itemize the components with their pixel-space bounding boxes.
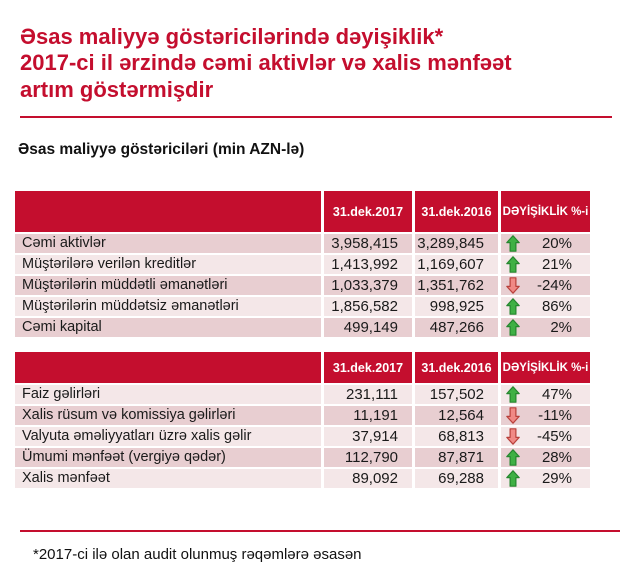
footnote-divider-line [20, 530, 620, 532]
change-percent: 47% [541, 385, 572, 403]
row-label: Cəmi aktivlər [15, 234, 321, 254]
value-2016: 1,351,762 [415, 276, 498, 296]
header-change-percent: DƏYİŞİKLİK %-i [501, 352, 590, 383]
change-percent: 29% [541, 469, 572, 487]
page-title [20, 24, 612, 103]
table-row [15, 469, 590, 489]
change-cell [501, 448, 590, 468]
table-header-row [15, 352, 590, 383]
row-label: Cəmi kapital [15, 318, 321, 338]
change-percent: 28% [541, 448, 572, 466]
change-cell [501, 406, 590, 426]
row-label: Faiz gəlirləri [15, 385, 321, 405]
value-2017: 37,914 [324, 427, 412, 447]
row-label: Valyuta əməliyyatları üzrə xalis gəlir [15, 427, 321, 447]
financial-table-income [15, 352, 590, 488]
header-empty-cell [15, 191, 321, 232]
change-cell [501, 318, 590, 338]
table-row [15, 255, 590, 275]
value-2017: 499,149 [324, 318, 412, 338]
value-2016: 157,502 [415, 385, 498, 405]
table-row [15, 297, 590, 317]
arrow-up-icon [506, 319, 520, 336]
change-cell [501, 469, 590, 489]
value-2016: 69,288 [415, 469, 498, 489]
header-date-2016: 31.dek.2016 [415, 191, 498, 232]
header-date-2017: 31.dek.2017 [324, 352, 412, 383]
arrow-up-icon [506, 298, 520, 315]
value-2017: 1,413,992 [324, 255, 412, 275]
value-2017: 112,790 [324, 448, 412, 468]
row-label: Ümumi mənfəət (vergiyə qədər) [15, 448, 321, 468]
change-cell [501, 255, 590, 275]
table-row [15, 448, 590, 468]
row-label: Müştərilərin müddətsiz əmanətləri [15, 297, 321, 317]
table-caption: Əsas maliyyə göstəriciləri (min AZN-lə) [18, 141, 305, 158]
table-row [15, 234, 590, 254]
change-cell [501, 276, 590, 296]
arrow-up-icon [506, 235, 520, 252]
value-2017: 89,092 [324, 469, 412, 489]
value-2017: 231,111 [324, 385, 412, 405]
row-label: Xalis rüsum və komissiya gəlirləri [15, 406, 321, 426]
table-row [15, 385, 590, 405]
change-cell [501, 427, 590, 447]
footnote-text: *2017-ci ilə olan audit olunmuş rəqəmlərə əsasən [33, 546, 362, 563]
arrow-up-icon [506, 386, 520, 403]
value-2017: 11,191 [324, 406, 412, 426]
change-percent: 21% [541, 255, 572, 273]
value-2016: 87,871 [415, 448, 498, 468]
change-percent: 20% [541, 234, 572, 252]
value-2017: 3,958,415 [324, 234, 412, 254]
value-2016: 12,564 [415, 406, 498, 426]
title-line-2: 2017-ci il ərzində cəmi aktivlər və xalis mənfəət [20, 50, 512, 76]
value-2017: 1,033,379 [324, 276, 412, 296]
title-divider-line [20, 116, 612, 118]
value-2017: 1,856,582 [324, 297, 412, 317]
value-2016: 1,169,607 [415, 255, 498, 275]
table-row [15, 276, 590, 296]
table-row [15, 427, 590, 447]
change-cell [501, 234, 590, 254]
change-percent: -11% [538, 406, 572, 424]
table-body [15, 234, 590, 338]
table-row [15, 318, 590, 338]
table-header-row [15, 191, 590, 232]
arrow-up-icon [506, 256, 520, 273]
arrow-down-icon [506, 407, 520, 424]
arrow-up-icon [506, 470, 520, 487]
arrow-up-icon [506, 449, 520, 466]
header-change-percent: DƏYİŞİKLİK %-i [501, 191, 590, 232]
change-percent: -24% [536, 276, 572, 294]
header-date-2016: 31.dek.2016 [415, 352, 498, 383]
table-body [15, 385, 590, 489]
title-line-3: artım göstərmişdir [20, 76, 214, 102]
title-line-1: Əsas maliyyə göstəricilərində dəyişiklik* [20, 24, 444, 49]
header-date-2017: 31.dek.2017 [324, 191, 412, 232]
financial-table-balance [15, 191, 590, 337]
row-label: Müştərilərə verilən kreditlər [15, 255, 321, 275]
value-2016: 998,925 [415, 297, 498, 317]
arrow-down-icon [506, 277, 520, 294]
change-percent: -45% [536, 427, 572, 445]
value-2016: 487,266 [415, 318, 498, 338]
table-row [15, 406, 590, 426]
value-2016: 3,289,845 [415, 234, 498, 254]
header-empty-cell [15, 352, 321, 383]
change-cell [501, 297, 590, 317]
change-percent: 86% [541, 297, 572, 315]
value-2016: 68,813 [415, 427, 498, 447]
change-percent: 2% [550, 318, 572, 336]
row-label: Müştərilərin müddətli əmanətləri [15, 276, 321, 296]
change-cell [501, 385, 590, 405]
row-label: Xalis mənfəət [15, 469, 321, 489]
arrow-down-icon [506, 428, 520, 445]
